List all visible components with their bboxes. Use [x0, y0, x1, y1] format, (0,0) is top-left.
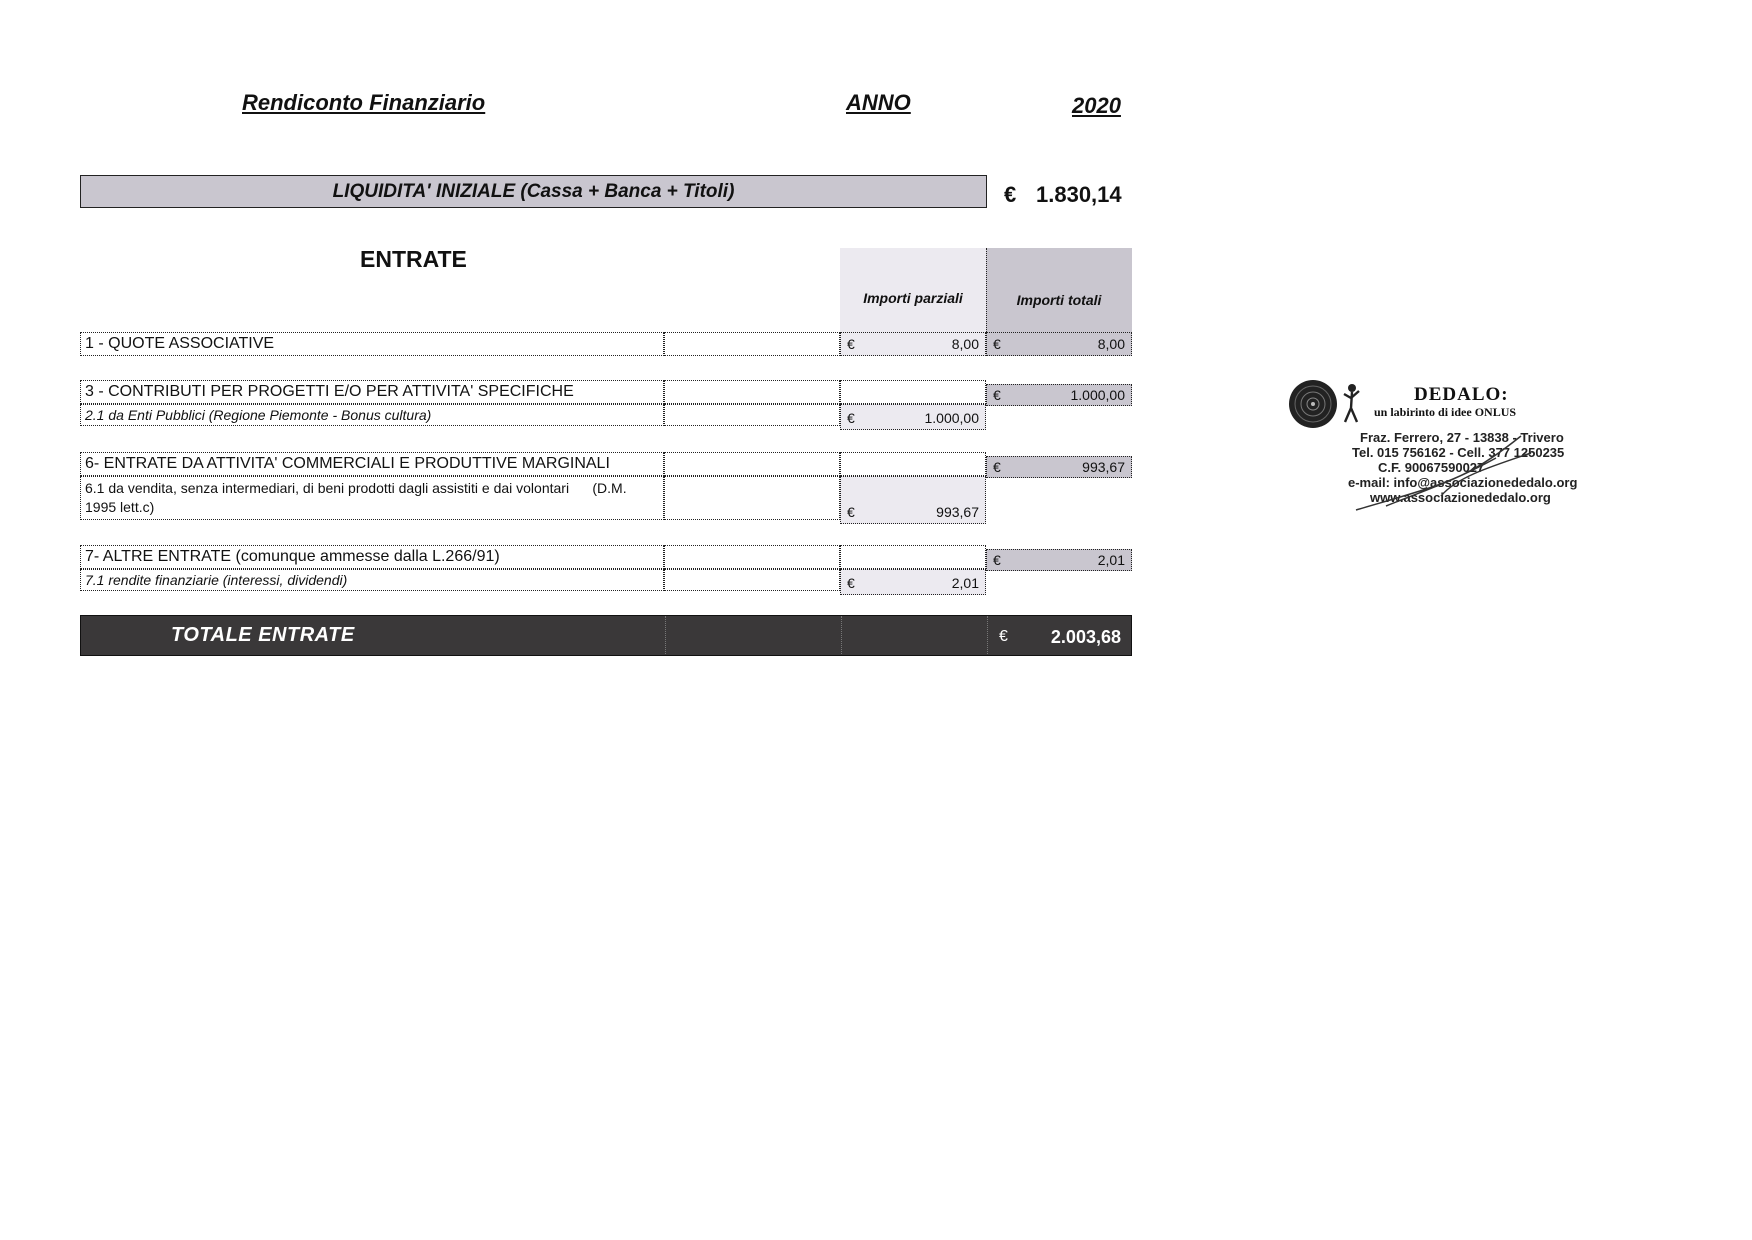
totale-entrate-bar: [80, 615, 1132, 656]
col-parziali-header: Importi parziali: [863, 290, 963, 306]
section-1-parziale: 8,00: [951, 336, 979, 352]
section-7-sub-label: 7.1 rendite finanziarie (interessi, dividendi): [80, 569, 664, 591]
currency-symbol: €: [999, 628, 1008, 645]
divider: [987, 616, 988, 654]
divider: [841, 616, 842, 654]
section-6-sub-parziale-cell: [840, 476, 986, 524]
section-3-sub-parziale: 1.000,00: [924, 410, 979, 426]
section-7-blank-cell: [664, 545, 840, 569]
section-3-sub-label: 2.1 da Enti Pubblici (Regione Piemonte - Bonus cultura): [80, 404, 664, 426]
section-7-totale: 2,01: [1097, 552, 1125, 568]
section-6-sub-blank: [664, 476, 840, 520]
stamp-name: DEDALO:: [1414, 384, 1509, 405]
currency-symbol: €: [993, 552, 1001, 568]
stamp-tagline: un labirinto di idee ONLUS: [1374, 405, 1517, 419]
liquidita-label: LIQUIDITA' INIZIALE (Cassa + Banca + Titoli): [332, 181, 735, 202]
currency-symbol: €: [847, 504, 855, 520]
section-1-parziale-cell: [840, 332, 986, 356]
currency-symbol: €: [847, 410, 855, 426]
currency-symbol: €: [993, 336, 1001, 352]
section-6-blank-parziale: [840, 452, 986, 476]
section-6-sub-label-line1: 6.1 da vendita, senza intermediari, di beni prodotti dagli assistiti e dai volontari (D.M.: [85, 480, 627, 496]
section-3-sub-blank: [664, 404, 840, 426]
col-totali-header: Importi totali: [1016, 292, 1102, 308]
section-1-blank-cell: [664, 332, 840, 356]
divider: [665, 616, 666, 654]
liquidita-bar: [80, 175, 987, 208]
section-7-sub-blank: [664, 569, 840, 591]
anno-label: ANNO: [846, 90, 911, 115]
currency-symbol: €: [993, 387, 1001, 403]
section-3-blank-cell: [664, 380, 840, 404]
section-1-totale-cell: [986, 332, 1132, 356]
section-7-sub-parziale: 2,01: [951, 575, 979, 591]
section-6-sub-parziale: 993,67: [936, 504, 979, 520]
handwritten-signature: [1346, 418, 1546, 518]
section-3-label: 3 - CONTRIBUTI PER PROGETTI E/O PER ATTIVITA' SPECIFICHE: [80, 380, 664, 404]
section-7-sub-parziale-cell: [840, 569, 986, 595]
section-3-totale-cell: [986, 384, 1132, 406]
totale-entrate-value: 2.003,68: [1050, 627, 1121, 647]
document-title: Rendiconto Finanziario: [242, 90, 486, 115]
liquidita-value: 1.830,14: [1036, 182, 1122, 207]
section-6-sub-label-line2: 1995 lett.c): [85, 499, 155, 515]
section-7-totale-cell: [986, 549, 1132, 571]
section-1-totale: 8,00: [1097, 336, 1125, 352]
section-3-sub-parziale-cell: [840, 404, 986, 430]
currency-symbol: €: [847, 575, 855, 591]
col-totali-header-bg: [986, 248, 1132, 332]
entrate-title: ENTRATE: [360, 246, 467, 272]
section-6-totale: 993,67: [1082, 459, 1125, 475]
section-6-label: 6- ENTRATE DA ATTIVITA' COMMERCIALI E PRODUTTIVE MARGINALI: [80, 452, 664, 476]
section-6-sub-label: [80, 476, 664, 520]
anno-value: 2020: [1072, 93, 1121, 118]
section-6-totale-cell: [986, 456, 1132, 478]
totale-entrate-label: TOTALE ENTRATE: [171, 624, 355, 646]
stamp-email: e-mail: info@associazionededalo.org: [1348, 475, 1578, 490]
section-1-label: 1 - QUOTE ASSOCIATIVE: [80, 332, 664, 356]
section-7-label: 7- ALTRE ENTRATE (comunque ammesse dalla L.266/91): [80, 545, 664, 569]
currency-symbol: €: [993, 459, 1001, 475]
liquidita-currency: €: [1004, 182, 1017, 207]
section-7-blank-parziale: [840, 545, 986, 569]
section-6-blank-cell: [664, 452, 840, 476]
stamp-phone: Tel. 015 756162 - Cell. 377 1250235: [1352, 445, 1565, 460]
currency-symbol: €: [847, 336, 855, 352]
stamp-cf: C.F. 90067590027: [1378, 460, 1485, 475]
section-3-totale: 1.000,00: [1070, 387, 1125, 403]
stamp-address: Fraz. Ferrero, 27 - 13838 - Trivero: [1360, 430, 1564, 445]
section-3-blank-parziale: [840, 380, 986, 404]
stamp-web: www.associazionededalo.org: [1370, 490, 1551, 505]
organization-stamp: [1286, 378, 1586, 538]
